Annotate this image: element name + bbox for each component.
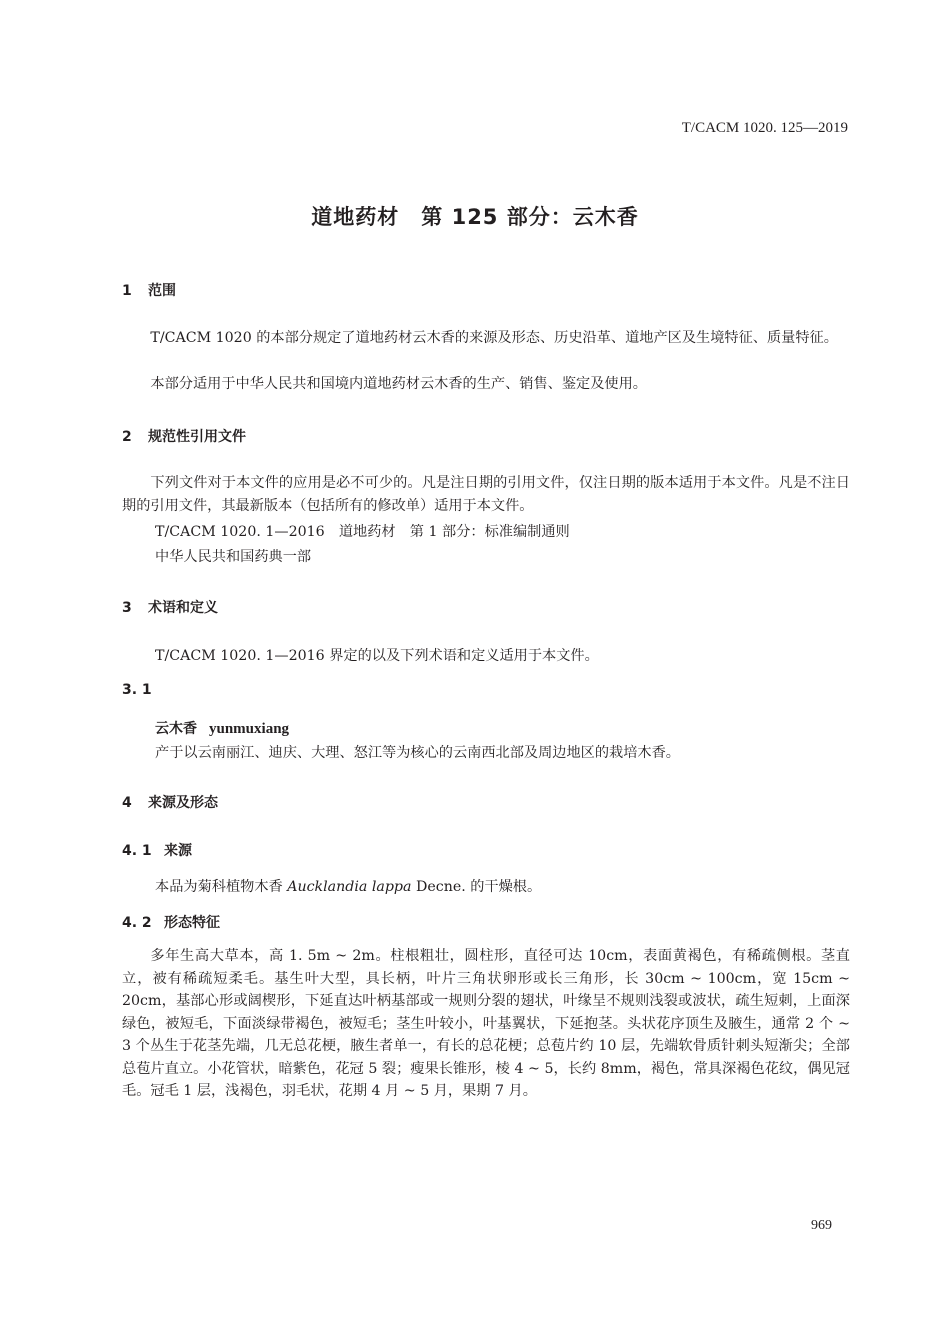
term-english: yunmuxiang [209, 721, 290, 737]
source-text-before: 本品为菊科植物木香 [155, 879, 288, 895]
section-1-heading [122, 280, 176, 300]
subsection-number: 4. 2 [122, 915, 152, 931]
standard-code: T/CACM 1020. 125—2019 [681, 120, 848, 136]
reference-item: T/CACM 1020. 1—2016 道地药材 第 1 部分：标准编制通则 [155, 524, 570, 540]
section-title: 来源及形态 [148, 795, 218, 811]
section-number: 1 [122, 283, 132, 299]
section-1-paragraph-1: T/CACM 1020 的本部分规定了道地药材云木香的来源及形态、历史沿革、道地产区及生境特征、质量特征。 [150, 330, 838, 346]
term-entry [155, 718, 289, 738]
subsection-title: 来源 [164, 843, 192, 859]
term-chinese: 云木香 [155, 721, 197, 737]
section-2-paragraph-1: 下列文件对于本文件的应用是必不可少的。凡是注日期的引用文件，仅注日期的版本适用于本文件。凡是不注日期的引用文件，其最新版本（包括所有的修改单）适用于本文件。 [122, 475, 850, 514]
subsection-3-1-number: 3. 1 [122, 682, 152, 698]
section-title: 术语和定义 [148, 600, 218, 616]
reference-item: 中华人民共和国药典一部 [155, 549, 312, 565]
section-number: 2 [122, 429, 132, 445]
subsection-4-2-heading [122, 912, 220, 932]
subsection-4-1-heading [122, 840, 192, 860]
section-2-heading [122, 426, 246, 446]
source-paragraph [155, 876, 541, 896]
latin-species-name: Aucklandia lappa [287, 879, 412, 895]
subsection-number: 4. 1 [122, 843, 152, 859]
section-4-heading [122, 792, 218, 812]
section-number: 3 [122, 600, 132, 616]
section-number: 4 [122, 795, 132, 811]
page-title: 道地药材 第 125 部分：云木香 [311, 205, 639, 229]
section-3-heading [122, 597, 218, 617]
section-1-paragraph-2: 本部分适用于中华人民共和国境内道地药材云木香的生产、销售、鉴定及使用。 [150, 376, 647, 392]
source-text-after: Decne. 的干燥根。 [411, 879, 542, 895]
subsection-title: 形态特征 [164, 915, 220, 931]
section-title: 规范性引用文件 [148, 429, 246, 445]
morphology-paragraph: 多年生高大草本，高 1. 5m ~ 2m。柱根粗壮，圆柱形，直径可达 10cm，表面黄褐色，有稀疏侧根。茎直立，被有稀疏短柔毛。基生叶大型，具长柄，叶片三角状卵形或长三角形，长 30cm ~ 100cm，宽 15cm ~ 20cm，基部心形或阔楔形，下延直达叶柄基部或一规则分裂的翅状，叶缘呈不规则浅裂或波状，疏生短刺，上面深绿色，被短毛，下面淡绿带褐色，被短毛；茎生叶较小，叶基翼状，下延抱茎。头状花序顶生及腋生，通常 2 个 ~ 3 个丛生于花茎先端，几无总花梗，腋生者单一，有长的总花梗；总苞片约 10 层，先端软骨质针刺头短渐尖；全部总苞片直立。小花管状，暗紫色，花冠 5 裂；瘦果长锥形，棱 4 ~ 5，长约 8mm，褐色，常具深褐色花纹，偶见冠毛。冠毛 1 层，浅褐色，羽毛状，花期 4 月 ~ 5 月，果期 7 月。 [122, 948, 850, 1099]
term-definition: 产于以云南丽江、迪庆、大理、怒江等为核心的云南西北部及周边地区的栽培木香。 [155, 745, 680, 761]
page-number: 969 [811, 1218, 832, 1233]
section-title: 范围 [148, 283, 176, 299]
section-3-paragraph-1: T/CACM 1020. 1—2016 界定的以及下列术语和定义适用于本文件。 [155, 648, 599, 664]
